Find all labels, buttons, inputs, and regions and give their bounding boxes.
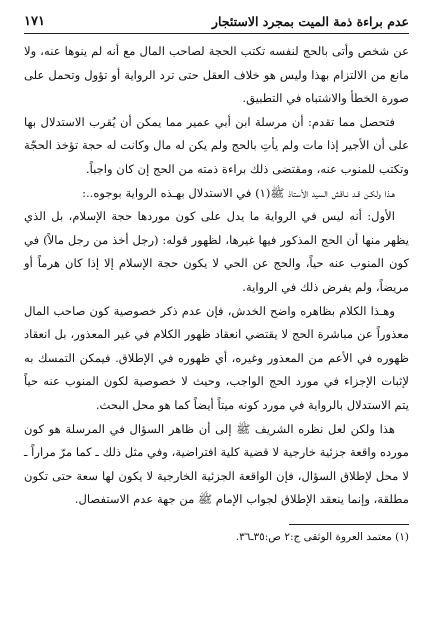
paragraph-4: الأول: أنه ليس في الرواية ما يدل على كون موردها حجة الإسلام، بل الذي يظهر منها أن الحج المذكور فيها غيرها، لظهور قوله: (رجل أخذ من رجل مالاً) في كون المنوب عنه حياً، والحج عن الحي لا يكون حجة الإسلام إلا إذا كان هرماً أو مريضاً، ولم يفرض ذلك في الرواية. (24, 209, 409, 294)
paragraph-1: عن شخص وأتى بالحج لنفسه تكتب الحجة لصاحب المال مع أنه لم ينوها عنه، ولا مانع من الالتزام بهذا وليس هو خلاف العقل حتى ترد الرواية أو تؤول وتحمل على صورة الخطأ والاشتباه في التطبيق. (24, 44, 409, 106)
running-title: عدم براءة ذمة الميت بمجرد الاستئجار (211, 14, 409, 29)
footnote-divider (289, 524, 409, 525)
body-text (24, 40, 409, 512)
paragraph-5: وهـذا الكلام بظاهره واضح الخدش، فإن عدم ذكر خصوصية كون صاحب المال معذوراً عن مباشرة الحج لا يقتضي انعقاد ظهور الكلام في غير المعذور، بل انعقاد ظهوره في الأعم من المعذور وغيره، أي ظهوره في الإطلاق. فيمكن التمسك به لإثبات الإجزاء في مورد الحج الواجب، وحيث لا خصوصية لكون المنوب عنه حياً يتم الاستدلال بالرواية في مورد كونه ميتاً أيضاً كما هو محل البحث. (24, 303, 409, 412)
page-header (24, 14, 409, 34)
paragraph-2: فتحصل مما تقدم: أن مرسلة ابن أبي عمير مما يمكن أن يُقرب الاستدلال بها على أن الأجير إذا مات ولم يأتِ بالحج ولم يكن له مال وكانت له حجة تؤخذ الحجّة وتكتب للمنوب عنه، ومقتضى ذلك براءة ذمته من الحج إن كان واجباً. (24, 114, 409, 176)
paragraph-6: هذا ولكن لعل نظره الشريف ﷺ إلى أن ظاهر السؤال في المرسلة هو كون مورده واقعة جزئية خارجية لا قضية كلية افتراضية، وفي مثل ذلك ـ كما مرّ مراراً ـ لا محل لإطلاق السؤال، فإن الواقعة الجزئية الخارجية لا يكون لها سعة حتى تكون مطلقة، وإنما ينعقد الإطلاق لجواب الإمام ﷺ من جهة عدم الاستفصال. (24, 421, 409, 507)
page-number: ١٧١ (24, 14, 45, 29)
paragraph-3: هـذا ولكـن قـد نـاقش السيد الأستاذ ﷺ(١) في الاستدلال بهـذه الرواية بوجوه..: (82, 185, 395, 200)
footnote: (١) معتمد العروة الوثقى ج:٢ ص:٣٥ـ٣٦. (235, 530, 409, 543)
